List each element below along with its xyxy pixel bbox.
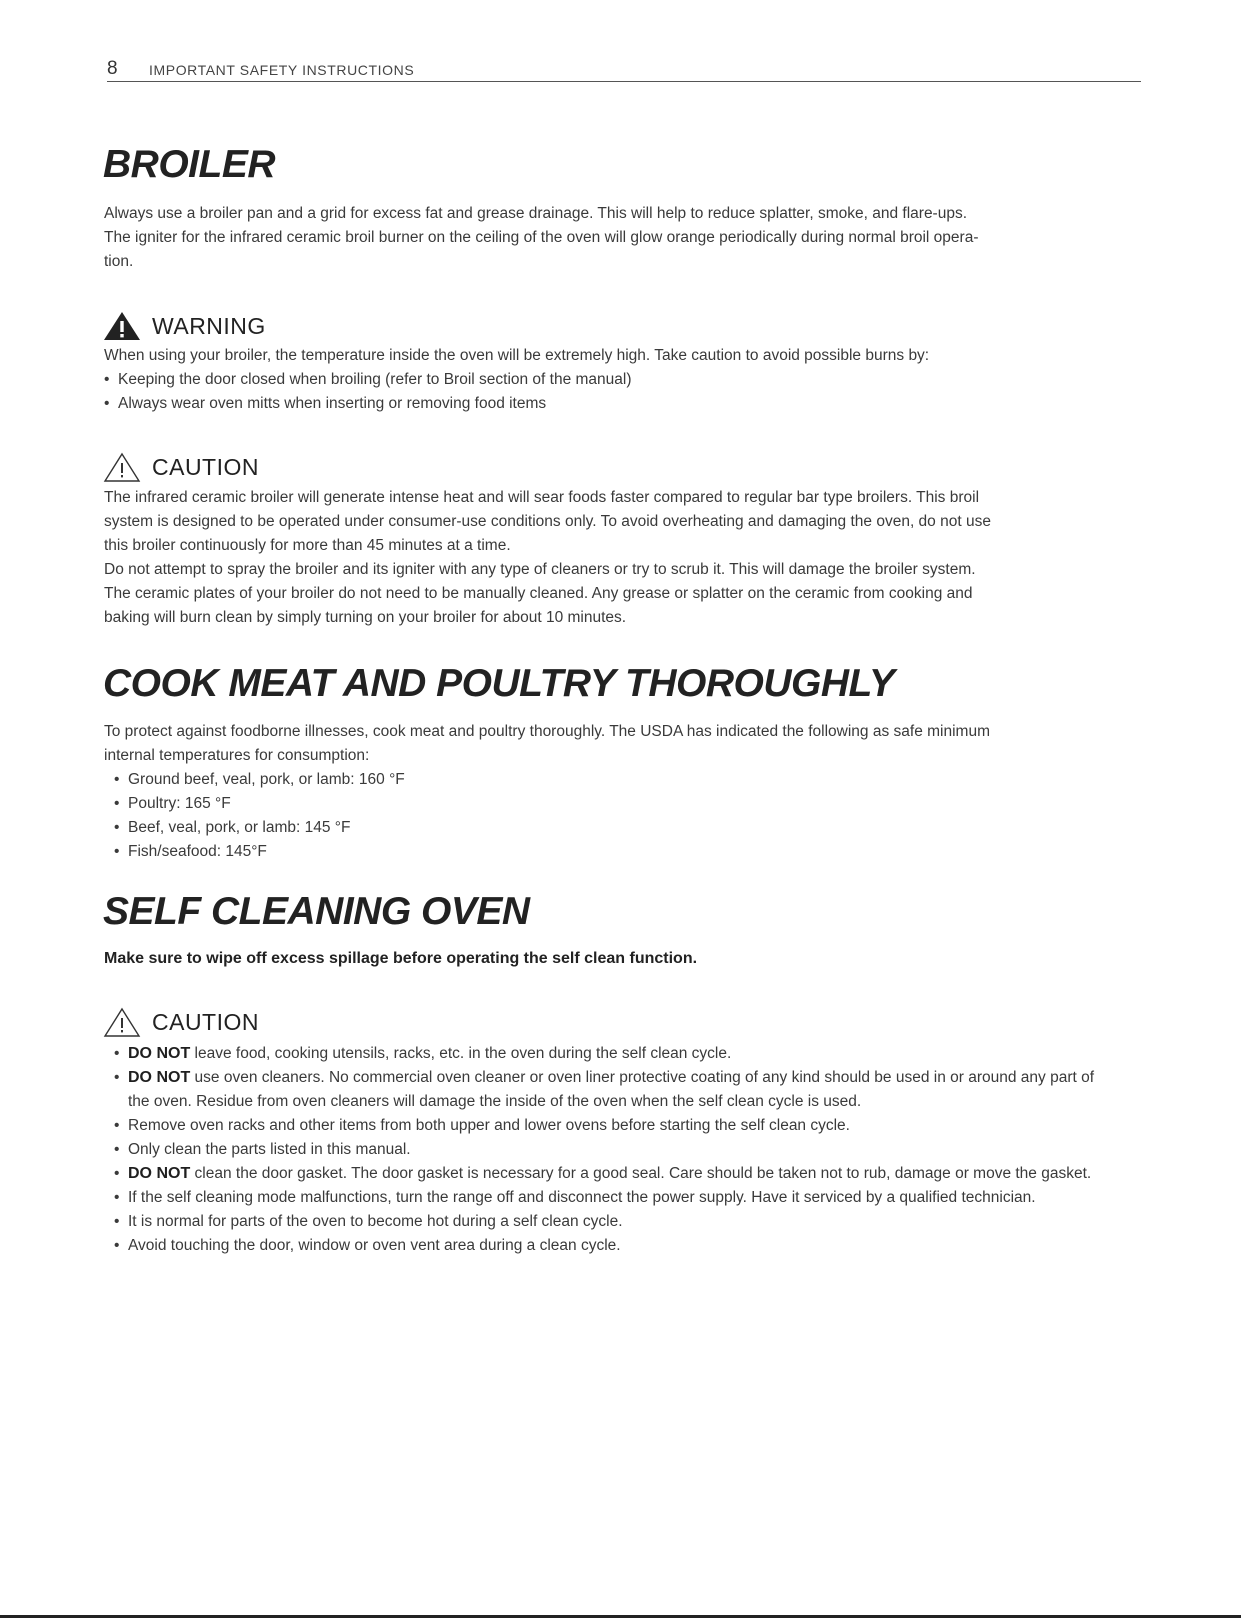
warning-intro: When using your broiler, the temperature inside the oven will be extremely high. Take caution to avoid possible burns by:: [104, 347, 930, 364]
warning-label: WARNING: [152, 312, 266, 339]
list-item: • Avoid touching the door, window or oven vent area during a clean cycle.: [114, 1237, 621, 1254]
caution-triangle-outline-icon: [102, 451, 142, 483]
caution-line: The ceramic plates of your broiler do not need to be manually cleaned. Any grease or splatter on the ceramic from cooking and: [104, 585, 973, 602]
warning-item: • Keeping the door closed when broiling (refer to Broil section of the manual): [104, 371, 632, 388]
list-item: • Only clean the parts listed in this manual.: [114, 1141, 411, 1158]
list-item: • Remove oven racks and other items from both upper and lower ovens before starting the self clean cycle.: [114, 1117, 850, 1134]
caution-broiler-content: [104, 486, 1144, 630]
self-cleaning-heading: SELF CLEANING OVEN: [103, 890, 530, 933]
list-item: • If the self cleaning mode malfunctions, turn the range off and disconnect the power supply. Have it serviced by a qualified technician.: [114, 1189, 1036, 1206]
self-clean-caution-list: [104, 1042, 1104, 1258]
caution-banner-broiler: [102, 451, 259, 483]
caution-triangle-outline-icon: [102, 1006, 142, 1038]
caution-line: system is designed to be operated under consumer-use conditions only. To avoid overheating and damaging the oven, do not use: [104, 513, 991, 530]
broiler-line: Always use a broiler pan and a grid for excess fat and grease drainage. This will help to reduce splatter, smoke, and flare-ups.: [104, 205, 968, 222]
caution-line: this broiler continuously for more than 45 minutes at a time.: [104, 537, 511, 554]
cook-meat-line: To protect against foodborne illnesses, cook meat and poultry thoroughly. The USDA has indicated the following as safe minimum: [104, 723, 990, 740]
caution-line: Do not attempt to spray the broiler and its igniter with any type of cleaners or try to scrub it. This will damage the broiler system.: [104, 561, 976, 578]
cook-meat-paragraph: [104, 720, 1144, 768]
warning-content: [104, 344, 1144, 416]
caution-label: CAUTION: [152, 453, 259, 480]
self-cleaning-lead: Make sure to wipe off excess spillage before operating the self clean function.: [104, 950, 698, 967]
list-item: • Beef, veal, pork, or lamb: 145 °F: [114, 819, 351, 836]
warning-triangle-filled-icon: [102, 310, 142, 342]
warning-banner: [102, 310, 266, 342]
list-item: • Fish/seafood: 145°F: [114, 843, 267, 860]
list-item: • DO NOT leave food, cooking utensils, racks, etc. in the oven during the self clean cycle.: [114, 1045, 732, 1062]
warning-item: • Always wear oven mitts when inserting or removing food items: [104, 395, 547, 412]
cook-meat-line: internal temperatures for consumption:: [104, 747, 370, 764]
temperature-list: [104, 768, 1149, 864]
list-item: • DO NOT use oven cleaners. No commercial oven cleaner or oven liner protective coating of any kind should be used in or around any part of the oven. Residue from oven cleaners will damage the inside of the oven when the self clean cycle is used.: [114, 1069, 1095, 1110]
broiler-heading: BROILER: [103, 143, 275, 186]
caution-line: The infrared ceramic broiler will generate intense heat and will sear foods faster compared to regular bar type broilers. This broil: [104, 489, 980, 506]
header-title: IMPORTANT SAFETY INSTRUCTIONS: [149, 62, 415, 78]
cook-meat-heading: COOK MEAT AND POULTRY THOROUGHLY: [103, 662, 895, 705]
page-header: [107, 58, 1141, 82]
list-item: • Ground beef, veal, pork, or lamb: 160 °F: [114, 771, 405, 788]
broiler-paragraph: [104, 202, 1144, 274]
broiler-line: tion.: [104, 253, 134, 270]
broiler-line: The igniter for the infrared ceramic broil burner on the ceiling of the oven will glow orange periodically during normal broil opera-: [104, 229, 979, 246]
list-item: • DO NOT clean the door gasket. The door gasket is necessary for a good seal. Care should be taken not to rub, damage or move the gasket.: [114, 1165, 1092, 1182]
list-item: • Poultry: 165 °F: [114, 795, 231, 812]
caution-label: CAUTION: [152, 1008, 259, 1035]
caution-banner-self-clean: [102, 1006, 259, 1038]
list-item: • It is normal for parts of the oven to become hot during a self clean cycle.: [114, 1213, 623, 1230]
caution-line: baking will burn clean by simply turning on your broiler for about 10 minutes.: [104, 609, 627, 626]
page-number: 8: [107, 58, 118, 79]
